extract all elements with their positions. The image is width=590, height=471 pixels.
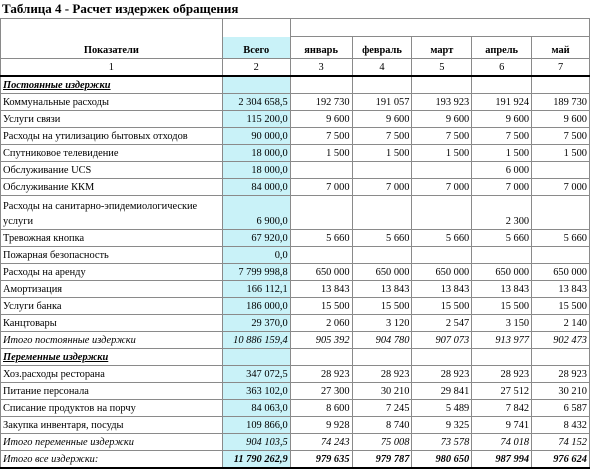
- month-value-cell: 9 600: [472, 111, 532, 128]
- table-body: [1, 76, 590, 468]
- month-value-cell: [412, 162, 472, 179]
- row-total: 347 072,5: [222, 366, 290, 383]
- row-label: Хоз.расходы ресторана: [1, 366, 223, 383]
- header-total: Всего: [222, 37, 290, 59]
- row-total: 109 866,0: [222, 417, 290, 434]
- row-total: 7 799 998,8: [222, 264, 290, 281]
- month-value-cell: 2 140: [532, 315, 590, 332]
- month-value-cell: [352, 76, 412, 94]
- month-value-cell: 74 152: [532, 434, 590, 451]
- row-label: Услуги банка: [1, 298, 223, 315]
- month-value-cell: 2 060: [290, 315, 352, 332]
- month-value-cell: 73 578: [412, 434, 472, 451]
- month-value-cell: 650 000: [412, 264, 472, 281]
- month-value-cell: 976 624: [532, 451, 590, 469]
- month-value-cell: 902 473: [532, 332, 590, 349]
- month-value-cell: 987 994: [472, 451, 532, 469]
- month-value-cell: [290, 162, 352, 179]
- month-value-cell: 28 923: [472, 366, 532, 383]
- row-total: 186 000,0: [222, 298, 290, 315]
- row-label: Постоянные издержки: [1, 76, 223, 94]
- month-value-cell: 191 924: [472, 94, 532, 111]
- month-value-cell: 15 500: [352, 298, 412, 315]
- month-value-cell: 28 923: [352, 366, 412, 383]
- month-value-cell: [532, 76, 590, 94]
- month-value-cell: 28 923: [532, 366, 590, 383]
- row-total: 904 103,5: [222, 434, 290, 451]
- row-label: Итого переменные издержки: [1, 434, 223, 451]
- row-label: Закупка инвентаря, посуды: [1, 417, 223, 434]
- month-value-cell: 28 923: [290, 366, 352, 383]
- month-value-cell: 8 740: [352, 417, 412, 434]
- column-number: 6: [472, 59, 532, 77]
- row-total: [222, 76, 290, 94]
- month-value-cell: 8 600: [290, 400, 352, 417]
- table-row: [1, 230, 590, 247]
- row-total: 18 000,0: [222, 162, 290, 179]
- month-value-cell: 650 000: [290, 264, 352, 281]
- month-value-cell: [352, 196, 412, 230]
- row-total: 0,0: [222, 247, 290, 264]
- month-value-cell: 7 000: [412, 179, 472, 196]
- header-month-feb: февраль: [352, 37, 412, 59]
- row-total: [222, 349, 290, 366]
- month-value-cell: 9 600: [290, 111, 352, 128]
- column-number: 2: [222, 59, 290, 77]
- month-value-cell: 7 500: [352, 128, 412, 145]
- month-value-cell: 979 787: [352, 451, 412, 469]
- row-label: Расходы на утилизацию бытовых отходов: [1, 128, 223, 145]
- month-value-cell: 9 600: [532, 111, 590, 128]
- row-total: 18 000,0: [222, 145, 290, 162]
- column-number: 3: [290, 59, 352, 77]
- month-value-cell: [352, 349, 412, 366]
- month-value-cell: [532, 349, 590, 366]
- row-label: Услуги связи: [1, 111, 223, 128]
- row-total: 29 370,0: [222, 315, 290, 332]
- month-value-cell: 979 635: [290, 451, 352, 469]
- row-label: Обслуживание UCS: [1, 162, 223, 179]
- month-value-cell: 30 210: [352, 383, 412, 400]
- month-value-cell: 13 843: [352, 281, 412, 298]
- month-value-cell: 650 000: [472, 264, 532, 281]
- month-value-cell: 1 500: [532, 145, 590, 162]
- header-blank: [222, 19, 290, 37]
- month-value-cell: 192 730: [290, 94, 352, 111]
- month-value-cell: 193 923: [412, 94, 472, 111]
- table-row: [1, 179, 590, 196]
- table-row: [1, 417, 590, 434]
- month-value-cell: 7 245: [352, 400, 412, 417]
- month-value-cell: 650 000: [532, 264, 590, 281]
- row-label: Спутниковое телевидение: [1, 145, 223, 162]
- month-value-cell: 5 660: [472, 230, 532, 247]
- row-label: Итого постоянные издержки: [1, 332, 223, 349]
- month-value-cell: 5 660: [290, 230, 352, 247]
- row-total: 84 063,0: [222, 400, 290, 417]
- table-row: [1, 383, 590, 400]
- table-row: [1, 94, 590, 111]
- month-value-cell: 189 730: [532, 94, 590, 111]
- month-value-cell: [290, 76, 352, 94]
- month-value-cell: [352, 162, 412, 179]
- subtotal-row: [1, 332, 590, 349]
- month-value-cell: [412, 196, 472, 230]
- month-value-cell: 13 843: [472, 281, 532, 298]
- month-value-cell: 13 843: [532, 281, 590, 298]
- row-total: 6 900,0: [222, 196, 290, 230]
- month-value-cell: 28 923: [412, 366, 472, 383]
- grand-total-row: [1, 451, 590, 469]
- row-total: 67 920,0: [222, 230, 290, 247]
- month-value-cell: 3 120: [352, 315, 412, 332]
- month-value-cell: 7 000: [290, 179, 352, 196]
- month-value-cell: 1 500: [472, 145, 532, 162]
- month-value-cell: 9 600: [352, 111, 412, 128]
- column-number: 7: [532, 59, 590, 77]
- column-number: 5: [412, 59, 472, 77]
- month-value-cell: [532, 162, 590, 179]
- month-value-cell: [472, 247, 532, 264]
- month-value-cell: 27 300: [290, 383, 352, 400]
- month-value-cell: 7 500: [532, 128, 590, 145]
- header-month-may: май: [532, 37, 590, 59]
- column-number: 4: [352, 59, 412, 77]
- month-value-cell: 13 843: [412, 281, 472, 298]
- month-value-cell: 7 000: [532, 179, 590, 196]
- table-row: [1, 128, 590, 145]
- row-label: Канцтовары: [1, 315, 223, 332]
- cost-table: [0, 18, 590, 469]
- table-row: [1, 264, 590, 281]
- row-label: Переменные издержки: [1, 349, 223, 366]
- row-total: 363 102,0: [222, 383, 290, 400]
- month-value-cell: 30 210: [532, 383, 590, 400]
- month-value-cell: 904 780: [352, 332, 412, 349]
- header-month-mar: март: [412, 37, 472, 59]
- row-label: Расходы на санитарно-эпидемиологические услуги: [1, 196, 223, 230]
- month-value-cell: 15 500: [290, 298, 352, 315]
- month-value-cell: 1 500: [290, 145, 352, 162]
- header-indicator: Показатели: [1, 37, 223, 59]
- month-value-cell: 15 500: [472, 298, 532, 315]
- month-value-cell: 74 243: [290, 434, 352, 451]
- table-row: [1, 196, 590, 230]
- row-label: Итого все издержки:: [1, 451, 223, 469]
- month-value-cell: 1 500: [352, 145, 412, 162]
- month-value-cell: 27 512: [472, 383, 532, 400]
- month-value-cell: 29 841: [412, 383, 472, 400]
- month-value-cell: [412, 76, 472, 94]
- month-value-cell: [290, 196, 352, 230]
- month-value-cell: 5 660: [352, 230, 412, 247]
- header-month-apr: апрель: [472, 37, 532, 59]
- subtotal-row: [1, 434, 590, 451]
- month-value-cell: 8 432: [532, 417, 590, 434]
- table-row: [1, 145, 590, 162]
- column-number: 1: [1, 59, 223, 77]
- month-value-cell: [352, 247, 412, 264]
- month-value-cell: [412, 349, 472, 366]
- table-row: [1, 366, 590, 383]
- month-value-cell: 5 489: [412, 400, 472, 417]
- month-value-cell: 6 587: [532, 400, 590, 417]
- month-value-cell: 6 000: [472, 162, 532, 179]
- row-total: 11 790 262,9: [222, 451, 290, 469]
- month-value-cell: 7 500: [290, 128, 352, 145]
- month-value-cell: 2 300: [472, 196, 532, 230]
- month-value-cell: 7 842: [472, 400, 532, 417]
- month-value-cell: 15 500: [412, 298, 472, 315]
- section-row: [1, 76, 590, 94]
- month-value-cell: 9 928: [290, 417, 352, 434]
- month-value-cell: 5 660: [532, 230, 590, 247]
- row-label: Амортизация: [1, 281, 223, 298]
- table-row: [1, 315, 590, 332]
- header-blank: [1, 19, 223, 37]
- table-row: [1, 111, 590, 128]
- month-value-cell: 3 150: [472, 315, 532, 332]
- month-value-cell: [532, 196, 590, 230]
- row-label: Списание продуктов на порчу: [1, 400, 223, 417]
- header-months-group: [290, 19, 589, 37]
- month-value-cell: 905 392: [290, 332, 352, 349]
- month-value-cell: [472, 349, 532, 366]
- table-row: [1, 162, 590, 179]
- row-label: Тревожная кнопка: [1, 230, 223, 247]
- month-value-cell: 7 000: [472, 179, 532, 196]
- row-label: Пожарная безопасность: [1, 247, 223, 264]
- row-total: 2 304 658,5: [222, 94, 290, 111]
- row-label: Коммунальные расходы: [1, 94, 223, 111]
- row-label: Расходы на аренду: [1, 264, 223, 281]
- month-value-cell: 913 977: [472, 332, 532, 349]
- section-row: [1, 349, 590, 366]
- month-value-cell: [472, 76, 532, 94]
- table-row: [1, 247, 590, 264]
- month-value-cell: 907 073: [412, 332, 472, 349]
- month-value-cell: 75 008: [352, 434, 412, 451]
- month-value-cell: 980 650: [412, 451, 472, 469]
- row-total: 115 200,0: [222, 111, 290, 128]
- month-value-cell: 74 018: [472, 434, 532, 451]
- month-value-cell: [532, 247, 590, 264]
- month-value-cell: 5 660: [412, 230, 472, 247]
- month-value-cell: 7 000: [352, 179, 412, 196]
- table-title: Таблица 4 - Расчет издержек обращения: [2, 1, 239, 16]
- row-total: 166 112,1: [222, 281, 290, 298]
- table-row: [1, 400, 590, 417]
- month-value-cell: [412, 247, 472, 264]
- month-value-cell: 650 000: [352, 264, 412, 281]
- table-row: [1, 298, 590, 315]
- month-value-cell: [290, 349, 352, 366]
- month-value-cell: 15 500: [532, 298, 590, 315]
- month-value-cell: 9 600: [412, 111, 472, 128]
- header-month-jan: январь: [290, 37, 352, 59]
- row-total: 84 000,0: [222, 179, 290, 196]
- month-value-cell: 9 325: [412, 417, 472, 434]
- month-value-cell: 2 547: [412, 315, 472, 332]
- row-label: Питание персонала: [1, 383, 223, 400]
- month-value-cell: 191 057: [352, 94, 412, 111]
- month-value-cell: 7 500: [472, 128, 532, 145]
- table-row: [1, 281, 590, 298]
- row-total: 10 886 159,4: [222, 332, 290, 349]
- month-value-cell: 13 843: [290, 281, 352, 298]
- row-total: 90 000,0: [222, 128, 290, 145]
- month-value-cell: [290, 247, 352, 264]
- month-value-cell: 7 500: [412, 128, 472, 145]
- row-label: Обслуживание ККМ: [1, 179, 223, 196]
- month-value-cell: 9 741: [472, 417, 532, 434]
- month-value-cell: 1 500: [412, 145, 472, 162]
